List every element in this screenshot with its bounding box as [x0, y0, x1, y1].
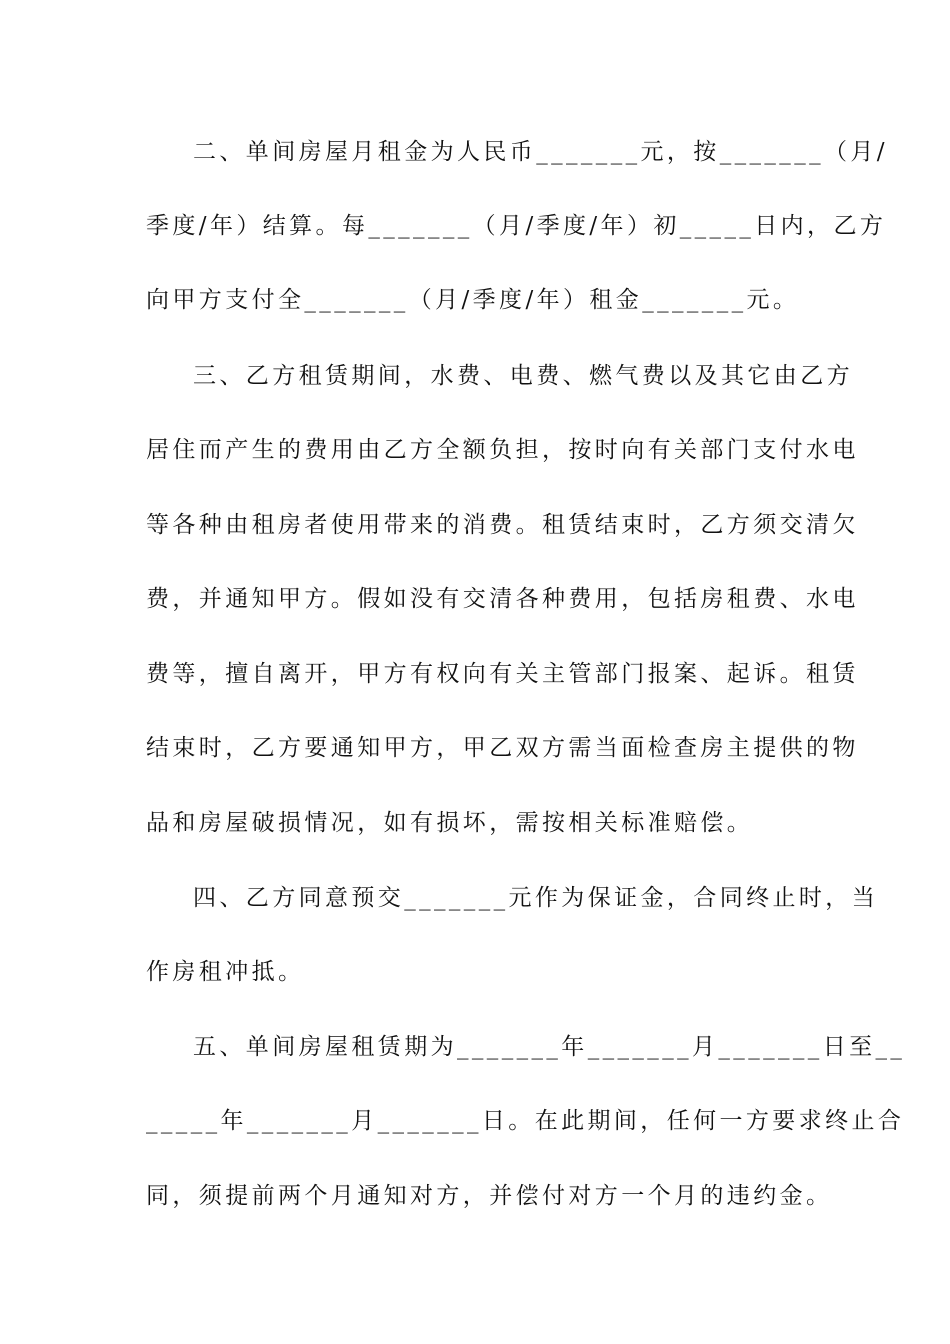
clause-4-line-2: 作房租冲抵。 — [146, 959, 305, 985]
clause-3-line-6: 结束时，乙方要通知甲方，甲乙双方需当面检查房主提供的物 — [146, 735, 859, 761]
clause-3-line-4: 费，并通知甲方。假如没有交清各种费用，包括房租费、水电 — [146, 586, 859, 612]
clause-3-line-2: 居住而产生的费用由乙方全额负担，按时向有关部门支付水电 — [146, 437, 859, 463]
clause-5-line-1: 五、单间房屋租赁期为_______年_______月_______日至__ — [193, 1034, 906, 1060]
clause-3-line-7: 品和房屋破损情况，如有损坏，需按相关标准赔偿。 — [146, 810, 754, 836]
clause-3-line-5: 费等，擅自离开，甲方有权向有关主管部门报案、起诉。租赁 — [146, 661, 859, 687]
clause-5-line-3: 同，须提前两个月通知对方，并偿付对方一个月的违约金。 — [146, 1183, 833, 1209]
clause-4-line-1: 四、乙方同意预交_______元作为保证金，合同终止时，当 — [193, 885, 879, 911]
clause-2-line-3: 向甲方支付全_______（月/季度/年）租金_______元。 — [146, 287, 800, 313]
clause-3-line-3: 等各种由租房者使用带来的消费。租赁结束时，乙方须交清欠 — [146, 512, 859, 538]
clause-2-line-1: 二、单间房屋月租金为人民币_______元，按_______（月/ — [193, 139, 888, 165]
clause-5-line-2: _____年_______月_______日。在此期间，任何一方要求终止合 — [146, 1108, 905, 1134]
clause-3-line-1: 三、乙方租赁期间，水费、电费、燃气费以及其它由乙方 — [193, 363, 853, 389]
clause-2-line-2: 季度/年）结算。每_______（月/季度/年）初_____日内，乙方 — [146, 213, 887, 239]
